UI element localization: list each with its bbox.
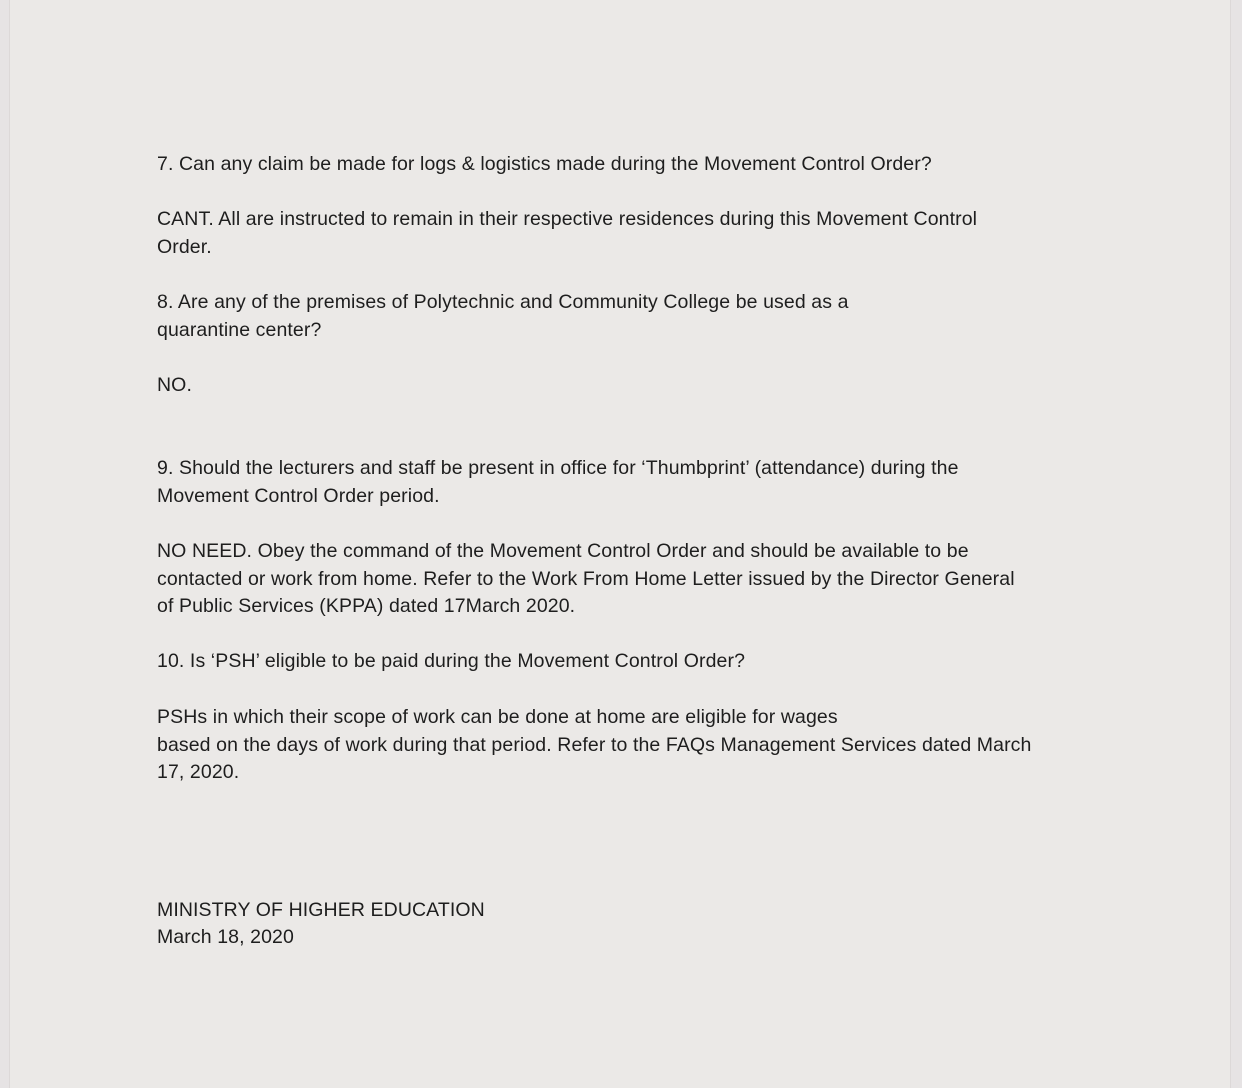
question-10: 10. Is ‘PSH’ eligible to be paid during the Movement Control Order? — [157, 650, 746, 672]
signature-date: March 18, 2020 — [157, 926, 294, 948]
question-7: 7. Can any claim be made for logs & logistics made during the Movement Control Order? — [157, 153, 932, 175]
answer-7: CANT. All are instructed to remain in their respective residences during this Movement Control Order. — [157, 208, 978, 258]
document-page — [9, 0, 1231, 1088]
signature-organization: MINISTRY OF HIGHER EDUCATION — [157, 899, 485, 921]
question-8: 8. Are any of the premises of Polytechnic and Community College be used as a quarantine center? — [157, 291, 849, 341]
answer-10: PSHs in which their scope of work can be done at home are eligible for wages based on the days of work during that period. Refer to the FAQs Management Services dated March 17, 2020. — [157, 706, 1032, 783]
answer-9: NO NEED. Obey the command of the Movement Control Order and should be available to be contacted or work from home. Refer to the Work From Home Letter issued by the Director General of Public Services (KPPA) dated 17March 2020. — [157, 540, 1015, 617]
answer-8: NO. — [157, 374, 192, 396]
question-9: 9. Should the lecturers and staff be present in office for ‘Thumbprint’ (attendance) during the Movement Control Order period. — [157, 457, 959, 507]
